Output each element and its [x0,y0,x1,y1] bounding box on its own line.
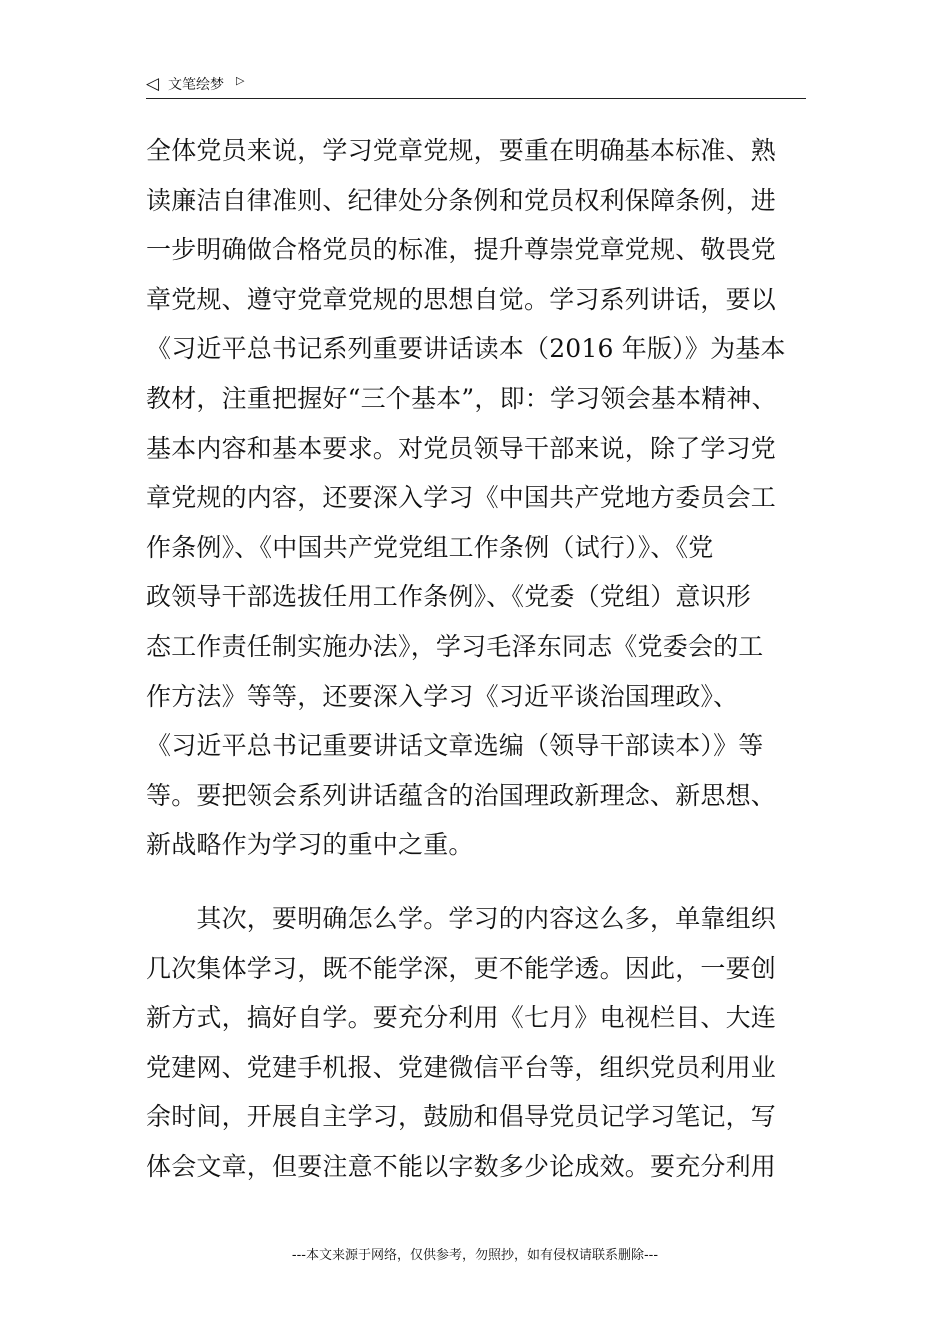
paragraph-2 [146,894,808,1192]
paragraph-spacer [146,870,808,894]
text-line: 体会文章，但要注意不能以字数多少论成效。要充分利用 [146,1151,777,1181]
text-line: 等。要把领会系列讲话蕴含的治国理政新理念、新思想、 [146,780,777,810]
triangle-left-icon: ◁ [146,74,160,94]
text-line: 新方式，搞好自学。要充分利用《七月》电视栏目、大连 [146,1003,777,1033]
text-line: 读廉洁自律准则、纪律处分条例和党员权利保障条例，进 [146,185,777,215]
text-line: 几次集体学习，既不能学深，更不能学透。因此，一要创 [146,953,777,983]
text-line: 全体党员来说，学习党章党规，要重在明确基本标准、熟 [146,136,777,165]
text-line: 一步明确做合格党员的标准，提升尊崇党章党规、敬畏党 [146,235,777,265]
text-line: 态工作责任制实施办法》，学习毛泽东同志《党委会的工 [146,631,764,661]
footer-disclaimer: ---本文来源于网络，仅供参考，勿照抄，如有侵权请联系删除--- [291,1248,659,1263]
text-line: 党建网、党建手机报、党建微信平台等，组织党员利用业 [146,1052,777,1082]
document-body [146,126,808,1191]
text-line: 作方法》等等，还要深入学习《习近平谈治国理政》、 [146,681,739,711]
text-line: 其次，要明确怎么学。学习的内容这么多，单靠组织 [146,903,777,933]
text-line: 《习近平总书记系列重要讲话读本（2016 年版）》为基本 [146,334,786,364]
text-line: 教材，注重把握好“三个基本”，即：学习领会基本精神、 [146,383,777,413]
text-line: 基本内容和基本要求。对党员领导干部来说，除了学习党 [146,433,777,463]
text-line: 《习近平总书记重要讲话文章选编（领导干部读本）》等 [146,731,764,761]
text-line: 新战略作为学习的重中之重。 [146,830,474,860]
text-line: 章党规、遵守党章党规的思想自觉。学习系列讲话，要以 [146,284,777,314]
header-brand: 文笔绘梦 [168,77,224,93]
page-header [146,72,806,99]
paragraph-1 [146,126,808,870]
text-line: 政领导干部选拔任用工作条例》、《党委（党组）意识形 [146,582,752,612]
text-line: 作条例》、《中国共产党党组工作条例（试行）》、《党 [146,532,714,562]
text-line: 余时间，开展自主学习，鼓励和倡导党员记学习笔记，写 [146,1102,777,1132]
text-line: 章党规的内容，还要深入学习《中国共产党地方委员会工 [146,483,777,513]
triangle-right-icon: ▷ [236,74,245,87]
